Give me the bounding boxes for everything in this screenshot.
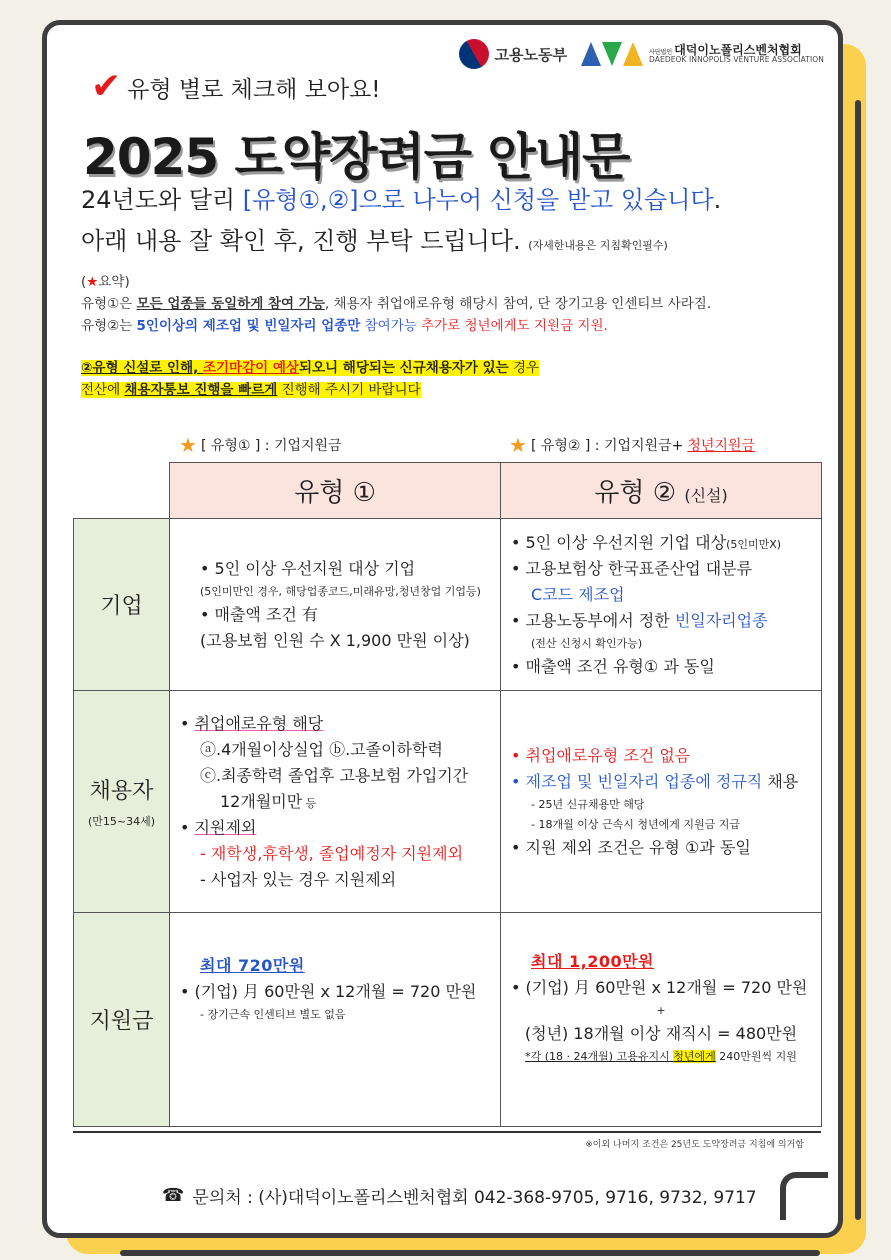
summary-block bbox=[81, 271, 711, 337]
subsidy-type2-cell: 최대 1,200만원 • (기업) 月 60만원 x 12개월 = 720 만원 + (청년) 18개월 이상 재직시 = 480만원 *각 (18 · 24개월) 고용유지시 청년에게 240만원씩 지원 bbox=[501, 913, 822, 1127]
summary-type2: 유형②는 5인이상의 제조업 및 빈일자리 업종만 참여가능 추가로 청년에게도 지원금 지원. bbox=[81, 318, 608, 334]
check-line bbox=[91, 66, 381, 107]
footnote: ※이외 나머지 조건은 25년도 도약장려금 지침에 의거함 bbox=[585, 1140, 804, 1150]
table-header-row bbox=[74, 463, 822, 519]
logo-bar bbox=[459, 39, 824, 69]
type2-label: ★ [ 유형② ] : 기업지원금+ 청년지원금 bbox=[509, 433, 755, 457]
max-amount-type2: 최대 1,200만원 bbox=[531, 952, 655, 971]
divider bbox=[73, 1131, 821, 1133]
comparison-table bbox=[73, 462, 822, 1127]
summary-heading: (★요약) bbox=[81, 274, 130, 290]
taegeuk-icon bbox=[453, 34, 494, 75]
notice-card bbox=[42, 20, 843, 1238]
max-amount-type1: 최대 720만원 bbox=[200, 956, 305, 975]
row-header-company: 기업 bbox=[74, 519, 170, 691]
shadow-line-right bbox=[855, 100, 861, 1220]
intro-note: (자세한내용은 지침확인필수) bbox=[528, 239, 668, 252]
star-icon: ★ bbox=[86, 274, 99, 290]
col-header-type2: 유형 ② (신설) bbox=[501, 463, 822, 519]
star-icon: ★ bbox=[509, 433, 527, 457]
shadow-line-bottom bbox=[120, 1250, 820, 1256]
intro-line-2: 아래 내용 잘 확인 후, 진행 부탁 드립니다. (자세한내용은 지침확인필수) bbox=[81, 227, 668, 255]
phone-icon: ☎ bbox=[162, 1185, 185, 1206]
check-line-text: 유형 별로 체크해 보아요! bbox=[127, 76, 381, 103]
type1-label: ★ [ 유형① ] : 기업지원금 bbox=[179, 433, 342, 457]
table-row-company bbox=[74, 519, 822, 691]
association-name-en: DAEDEOK INNOPOLIS VENTURE ASSOCIATION bbox=[649, 55, 824, 65]
association-mark-icon bbox=[581, 42, 643, 66]
summary-type1: 유형①은 모든 업종들 동일하게 참여 가능, 채용자 취업애로유형 해당시 참여, 단 장기고용 인센티브 사라짐. bbox=[81, 296, 712, 312]
ministry-name: 고용노동부 bbox=[494, 45, 568, 64]
subsidy-type1-cell: 최대 720만원 • (기업) 月 60만원 x 12개월 = 720 만원 - 장기근속 인센티브 별도 없음 bbox=[170, 913, 501, 1127]
hire-type1-cell: • 취업애로유형 해당 ⓐ.4개월이상실업 ⓑ.고졸이하학력 ⓒ.최종학력 졸업후 고용보험 가입기간 12개월미만 등 • 지원제외 - 재학생,휴학생, 졸업예정자 지원제외 - 사업자 있는 경우 지원제외 bbox=[170, 691, 501, 913]
association-name: 대덕이노폴리스벤처협회 bbox=[674, 42, 802, 57]
ministry-logo bbox=[459, 39, 567, 69]
contact-line bbox=[162, 1183, 757, 1208]
contact-text: 문의처 : (사)대덕이노폴리스벤처협회 042-368-9705, 9716, 9732, 9717 bbox=[192, 1188, 757, 1208]
company-type1-cell: • 5인 이상 우선지원 대상 기업 (5인미만인 경우, 해당업종코드,미래유망,청년창업 기업등) • 매출액 조건 有 (고용보험 인원 수 X 1,900 만원 이상) bbox=[170, 519, 501, 691]
row-header-subsidy: 지원금 bbox=[74, 913, 170, 1127]
table-row-subsidy bbox=[74, 913, 822, 1127]
corner-bracket bbox=[780, 1172, 828, 1220]
star-icon: ★ bbox=[179, 433, 197, 457]
company-type2-cell: • 5인 이상 우선지원 기업 대상(5인미만X) • 고용보험상 한국표준산업 대분류 C코드 제조업 • 고용노동부에서 정한 빈일자리업종 (전산 신청시 확인가능) • 매출액 조건 유형① 과 동일 bbox=[501, 519, 822, 691]
association-prefix: 사단법인 bbox=[649, 48, 673, 56]
hire-type2-cell: • 취업애로유형 조건 없음 • 제조업 및 빈일자리 업종에 정규직 채용 - 25년 신규채용만 해당 - 18개월 이상 근속시 청년에게 지원금 지급 • 지원 제외 조건은 유형 ①과 동일 bbox=[501, 691, 822, 913]
association-logo bbox=[581, 42, 824, 66]
row-header-hire: 채용자 (만15~34세) bbox=[74, 691, 170, 913]
page-title: 2025 도약장려금 안내문 bbox=[83, 128, 630, 186]
intro-line-1: 24년도와 달리 [유형①,②]으로 나누어 신청을 받고 있습니다. bbox=[81, 186, 722, 214]
early-close-notice: ②유형 신설로 인해, 조기마감이 예상되오니 해당되는 신규채용자가 있는 경우 전산에 채용자통보 진행을 빠르게 진행해 주시기 바랍니다 bbox=[81, 360, 540, 398]
checkmark-icon: ✔ bbox=[91, 66, 122, 107]
col-header-type1: 유형 ① bbox=[170, 463, 501, 519]
table-row-hire bbox=[74, 691, 822, 913]
intro-highlight: [유형①,②]으로 나누어 신청을 받고 있습니다 bbox=[242, 186, 714, 214]
